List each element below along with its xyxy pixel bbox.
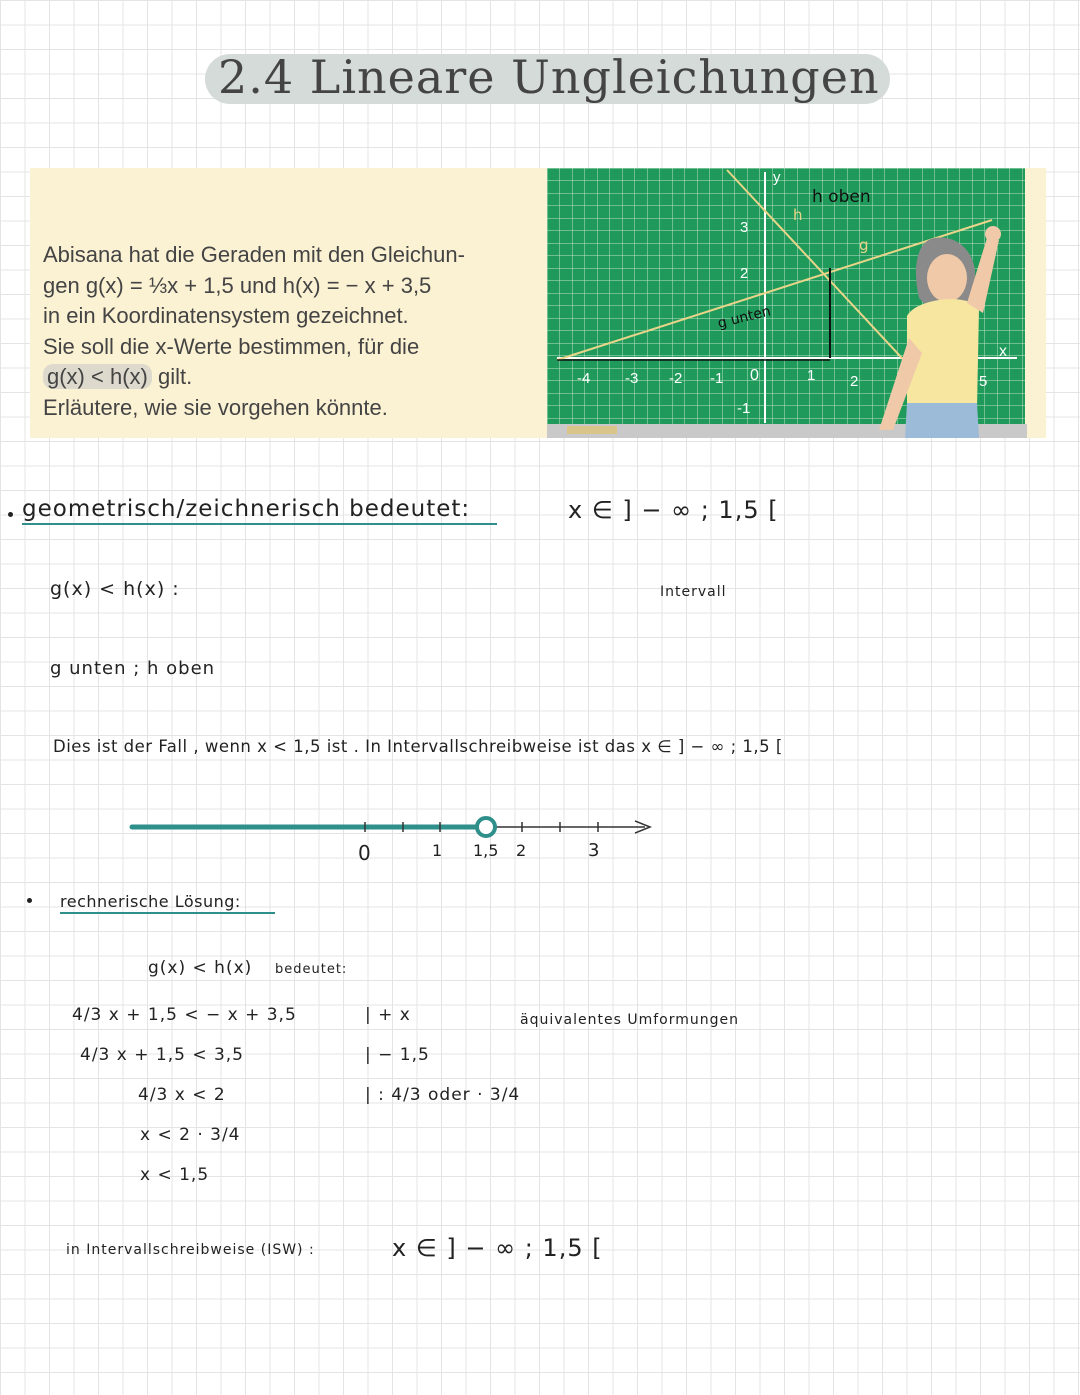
board-ytick-3: -1 (737, 400, 751, 417)
sentence-interval: Dies ist der Fall , wenn x < 1,5 ist . In Intervallschreibweise ist das x ∈ ] − ∞ ; 1,5 [ (53, 737, 783, 756)
board-xtick-6: 1 (807, 367, 816, 384)
nl-label-2: 2 (516, 841, 527, 860)
nl-label-1-5: 1,5 (473, 841, 499, 860)
board-label-h-oben: h oben (812, 187, 871, 207)
line-g-h: g(x) < h(x) : (50, 578, 180, 600)
step-2-op: | − 1,5 (365, 1045, 430, 1065)
board-xtick-2: -3 (625, 370, 639, 387)
task-line-4: Sie soll die x-Werte bestimmen, für die (43, 333, 420, 359)
board-xtick-4: -1 (710, 370, 724, 387)
task-line-2: gen g(x) = ⅓x + 1,5 und h(x) = − x + 3,5 (43, 272, 432, 298)
board-xtick-8: 5 (979, 373, 988, 390)
board-label-g: g (859, 236, 869, 254)
final-label: in Intervallschreibweise (ISW) : (66, 1242, 315, 1258)
board-axis-y-label: y (773, 169, 781, 186)
interval-label: Intervall (660, 584, 727, 600)
task-text (43, 240, 465, 423)
board-axis-x-label: x (999, 343, 1007, 360)
task-line-5 (43, 362, 465, 393)
section2-underline (60, 912, 275, 914)
nl-label-0: 0 (358, 841, 371, 865)
board-ytick-1: 3 (740, 219, 749, 236)
bullet-1 (8, 512, 13, 517)
step-5-left: x < 1,5 (140, 1165, 210, 1185)
line-g-unten: g unten ; h oben (50, 658, 216, 679)
chalkboard-illustration (547, 168, 1047, 438)
task-line-3: in ein Koordinatensystem gezeichnet. (43, 303, 409, 328)
board-label-h: h (793, 206, 803, 224)
section1-interval-top: x ∈ ] − ∞ ; 1,5 [ (568, 496, 779, 524)
section2-lead-suffix: bedeutet: (275, 962, 348, 977)
final-interval: x ∈ ] − ∞ ; 1,5 [ (392, 1234, 603, 1262)
step-1-op: | + x (365, 1005, 411, 1025)
task-highlight: g(x) < h(x) (43, 364, 152, 389)
section1-underline (22, 523, 497, 525)
step-1-left: 4/3 x + 1,5 < − x + 3,5 (72, 1005, 297, 1025)
task-line-6: Erläutere, wie sie vorgehen könnte. (43, 394, 388, 420)
open-circle-1-5 (477, 818, 495, 836)
step-4-left: x < 2 · 3/4 (140, 1125, 241, 1145)
board-xtick-1: -4 (577, 370, 591, 387)
section1-heading: geometrisch/zeichnerisch bedeutet: (22, 496, 471, 522)
nl-label-3: 3 (588, 840, 600, 861)
step-3-op: | : 4/3 oder · 3/4 (365, 1085, 521, 1105)
page-title: 2.4 Lineare Ungleichungen (218, 50, 880, 104)
board-xtick-3: -2 (669, 370, 683, 387)
board-label-g-unten: g unten (716, 303, 773, 332)
step-3-left: 4/3 x < 2 (138, 1085, 226, 1105)
task-line-1: Abisana hat die Geraden mit den Gleichun- (43, 242, 465, 267)
board-xtick-5: 0 (750, 367, 759, 384)
note-equivalence: äquivalentes Umformungen (520, 1012, 739, 1028)
section2-heading: rechnerische Lösung: (60, 892, 241, 911)
board-xtick-7: 2 (850, 373, 859, 390)
number-line (120, 808, 680, 868)
step-2-left: 4/3 x + 1,5 < 3,5 (80, 1045, 244, 1065)
nl-label-1: 1 (432, 841, 443, 860)
task-line-5-rest: gilt. (151, 364, 193, 389)
section2-lead: g(x) < h(x) (148, 958, 253, 978)
bullet-2 (27, 898, 32, 903)
board-ytick-2: 2 (740, 265, 749, 282)
